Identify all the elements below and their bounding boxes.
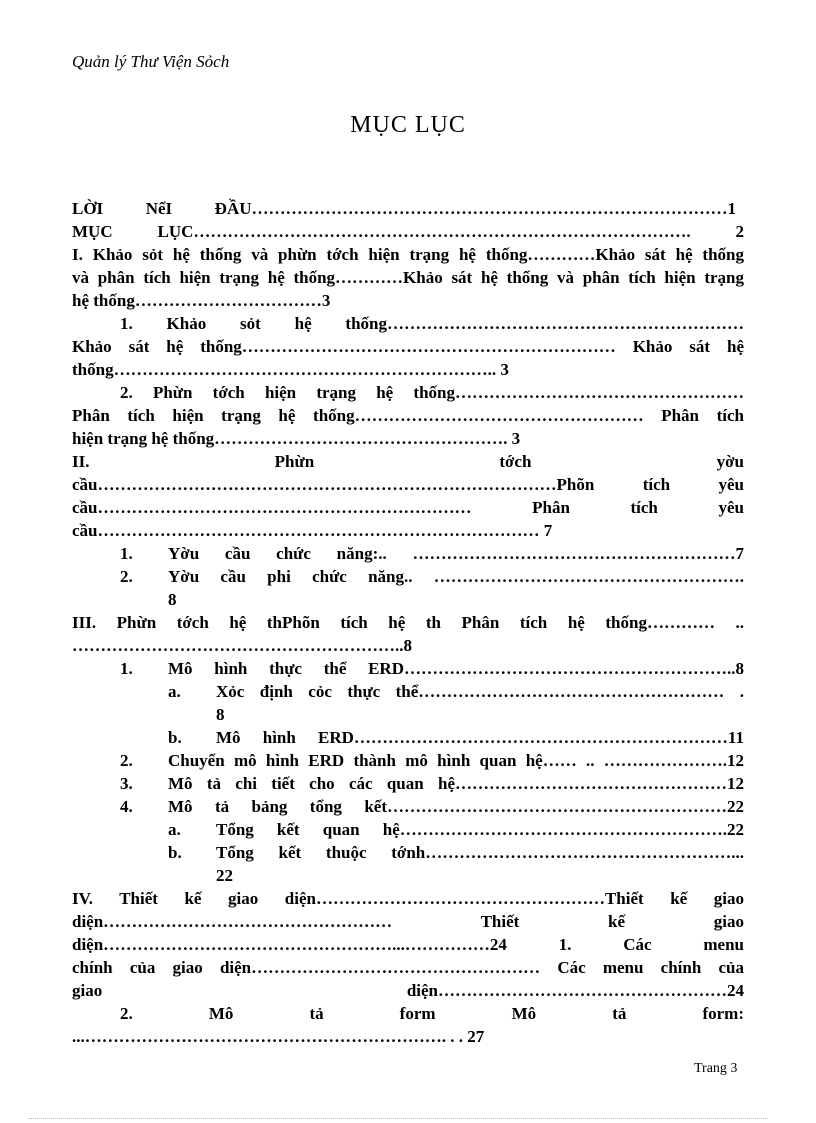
toc-entry: Mô tả bảng tổng kết……………………………………………………22 (168, 797, 744, 816)
page-number-footer: Trang 3 (694, 1061, 738, 1076)
toc-entry: I. Khảo sỏt hệ thống và phừn tớch hiện trạng hệ thống…………Khảo sát hệ thống (72, 245, 744, 264)
toc-entry: Mô tả chi tiết cho các quan hệ…………………………………………12 (168, 774, 744, 793)
toc-entry-number: 1. (120, 544, 133, 563)
toc-entry-number: 4. (120, 797, 133, 816)
toc-entry: Phân tích hiện trạng hệ thống…………………………………………… Phân tích (72, 406, 744, 425)
toc-entry: MỤC LỤC……………………………………………………………………………. 2 (72, 222, 744, 241)
running-header: Quản lý Thư Viện Sỏch (72, 52, 230, 71)
toc-entry: Tổng kết quan hệ………………………………………………….22 (216, 820, 744, 839)
toc-page-number: 22 (216, 866, 233, 885)
toc-entry: III. Phừn tớch hệ thPhõn tích hệ th Phân tích hệ thống………… .. (72, 613, 744, 632)
toc-entry: diện……………………………………………...……………24 1. Các menu (72, 935, 744, 954)
toc-entry-letter: b. (168, 843, 182, 862)
toc-page-number: 8 (216, 705, 225, 724)
toc-entry-number: 2. (120, 751, 133, 770)
toc-entry: hiện trạng hệ thống……………………………………………. 3 (72, 429, 521, 448)
toc-entry: …………………………………………………..8 (72, 636, 412, 655)
toc-entry: chính của giao diện…………………………………………… Các menu chính của (72, 958, 744, 977)
toc-entry: Khảo sát hệ thống………………………………………………………… Khảo sát hệ (72, 337, 744, 356)
toc-entry: Yờu cầu chức năng:.. …………………………………………………7 (168, 544, 744, 563)
toc-entry: giao diện……………………………………………24 (72, 981, 744, 1000)
toc-entry: Mô hình ERD…………………………………………………………11 (216, 728, 744, 747)
toc-entry-letter: a. (168, 820, 181, 839)
page-bottom-divider (28, 1118, 768, 1119)
toc-entry: Yờu cầu phi chức năng.. ………………………………………………. (168, 567, 744, 586)
toc-entry: II. Phừn tớch yờu (72, 452, 744, 471)
toc-entry: ...………………………………………………………. . . 27 (72, 1027, 485, 1046)
toc-entry: 1. Khảo sỏt hệ thống……………………………………………………… (120, 314, 744, 333)
toc-entry: IV. Thiết kế giao diện……………………………………………Thiết kế giao (72, 889, 744, 908)
toc-entry: và phân tích hiện trạng hệ thống…………Khảo sát hệ thống và phân tích hiện trạng (72, 268, 744, 287)
toc-entry: cầu………………………………………………………… Phân tích yêu (72, 498, 744, 517)
toc-entry: diện…………………………………………… Thiết kế giao (72, 912, 744, 931)
page-title: MỤC LỤC (350, 112, 466, 138)
toc-entry: Xỏc định cỏc thực thể……………………………………………… . (216, 682, 744, 701)
toc-entry: 2. Mô tả form Mô tả form: (120, 1004, 744, 1023)
toc-entry: LỜI NểI ĐẦU…………………………………………………………………………1 (72, 199, 736, 218)
toc-entry: cầu………………………………………………………………………Phõn tích yêu (72, 475, 744, 494)
toc-entry: Mô hình thực thể ERD…………………………………………………..8 (168, 659, 744, 678)
toc-entry-number: 1. (120, 659, 133, 678)
toc-page-number: 8 (168, 590, 177, 609)
toc-entry: 2. Phừn tớch hiện trạng hệ thống…………………………………………… (120, 383, 744, 402)
toc-entry-letter: b. (168, 728, 182, 747)
toc-entry: Tổng kết thuộc tớnh………………………………………………... (216, 843, 744, 862)
toc-entry: cầu…………………………………………………………………… 7 (72, 521, 553, 540)
toc-entry-letter: a. (168, 682, 181, 701)
toc-entry: Chuyển mô hình ERD thành mô hình quan hệ…… .. ………………….12 (168, 751, 744, 770)
toc-entry-number: 2. (120, 567, 133, 586)
toc-entry: hệ thống……………………………3 (72, 291, 331, 310)
toc-entry: thống………………………………………………………….. 3 (72, 360, 509, 379)
toc-entry-number: 3. (120, 774, 133, 793)
